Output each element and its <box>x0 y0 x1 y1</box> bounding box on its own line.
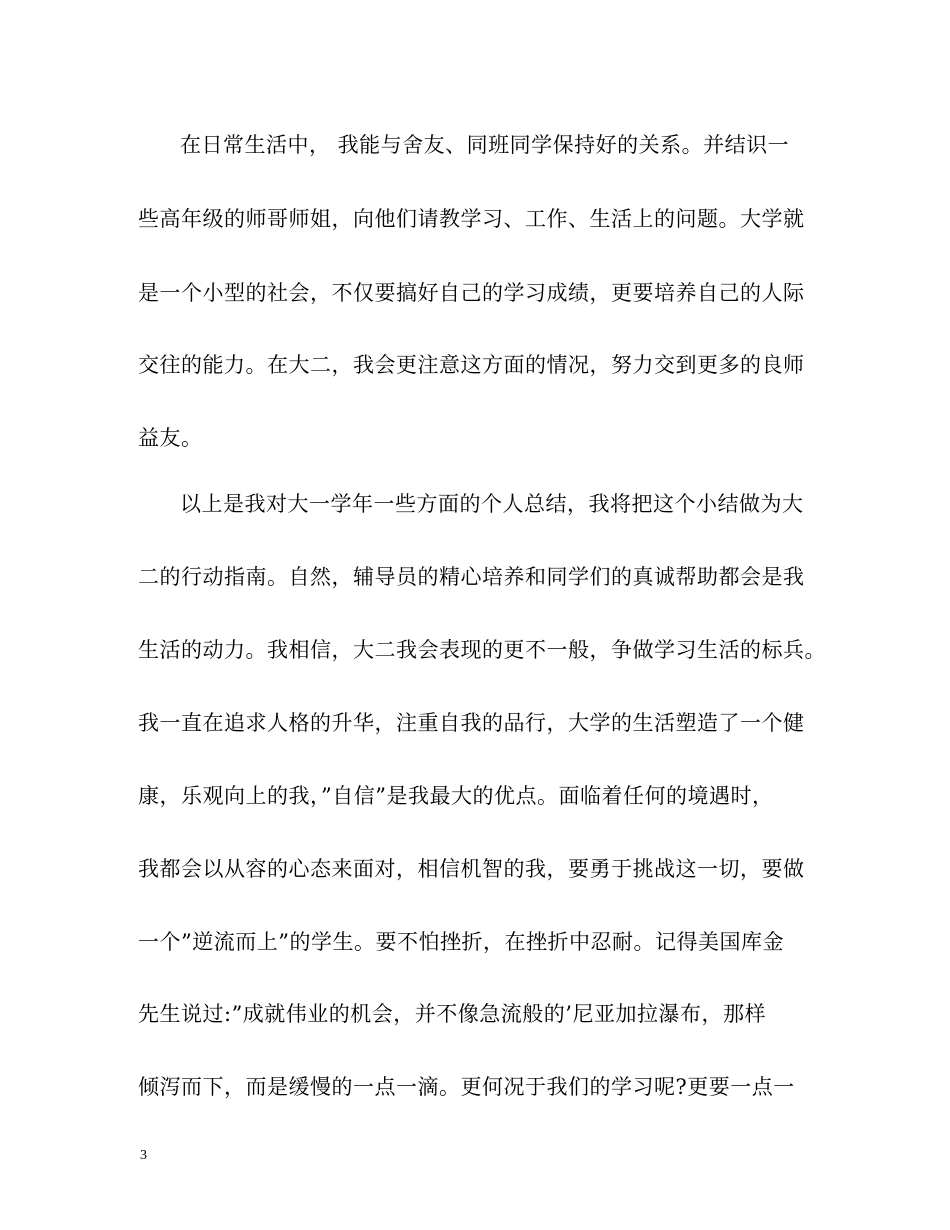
paragraph-line: 我一直在追求人格的升华，注重自我的品行，大学的生活塑造了一个健 <box>138 711 805 735</box>
paragraph-line: 是一个小型的社会，不仅要搞好自己的学习成绩，更要培养自己的人际 <box>138 281 805 305</box>
paragraph-line: 先生说过:”成就伟业的机会，并不像急流般的’尼亚加拉瀑布，那样 <box>138 1002 766 1026</box>
paragraph-line: 在日常生活中， 我能与舍友、同班同学保持好的关系。并结识一 <box>180 133 790 157</box>
paragraph-line: 交往的能力。在大二，我会更注意这方面的情况，努力交到更多的良师 <box>138 353 805 377</box>
paragraph-line: 康，乐观向上的我，”自信”是我最大的优点。面临着任何的境遇时， <box>138 784 774 808</box>
paragraph-line: 些高年级的师哥师姐，向他们请教学习、工作、生活上的问题。大学就 <box>138 207 805 231</box>
paragraph-line: 我都会以从容的心态来面对，相信机智的我，要勇于挑战这一切，要做 <box>138 857 805 881</box>
page-number: 3 <box>140 1148 147 1163</box>
paragraph-line: 一个”逆流而上”的学生。要不怕挫折，在挫折中忍耐。记得美国库金 <box>138 930 784 954</box>
paragraph-line: 生活的动力。我相信，大二我会表现的更不一般，争做学习生活的标兵。 <box>138 638 826 662</box>
paragraph-line: 倾泻而下，而是缓慢的一点一滴。更何况于我们的学习呢?更要一点一 <box>138 1075 795 1099</box>
paragraph-line: 二的行动指南。自然，辅导员的精心培养和同学们的真诚帮助都会是我 <box>138 565 805 589</box>
paragraph-line: 益友。 <box>138 426 203 450</box>
paragraph-line: 以上是我对大一学年一些方面的个人总结，我将把这个小结做为大 <box>180 492 804 516</box>
